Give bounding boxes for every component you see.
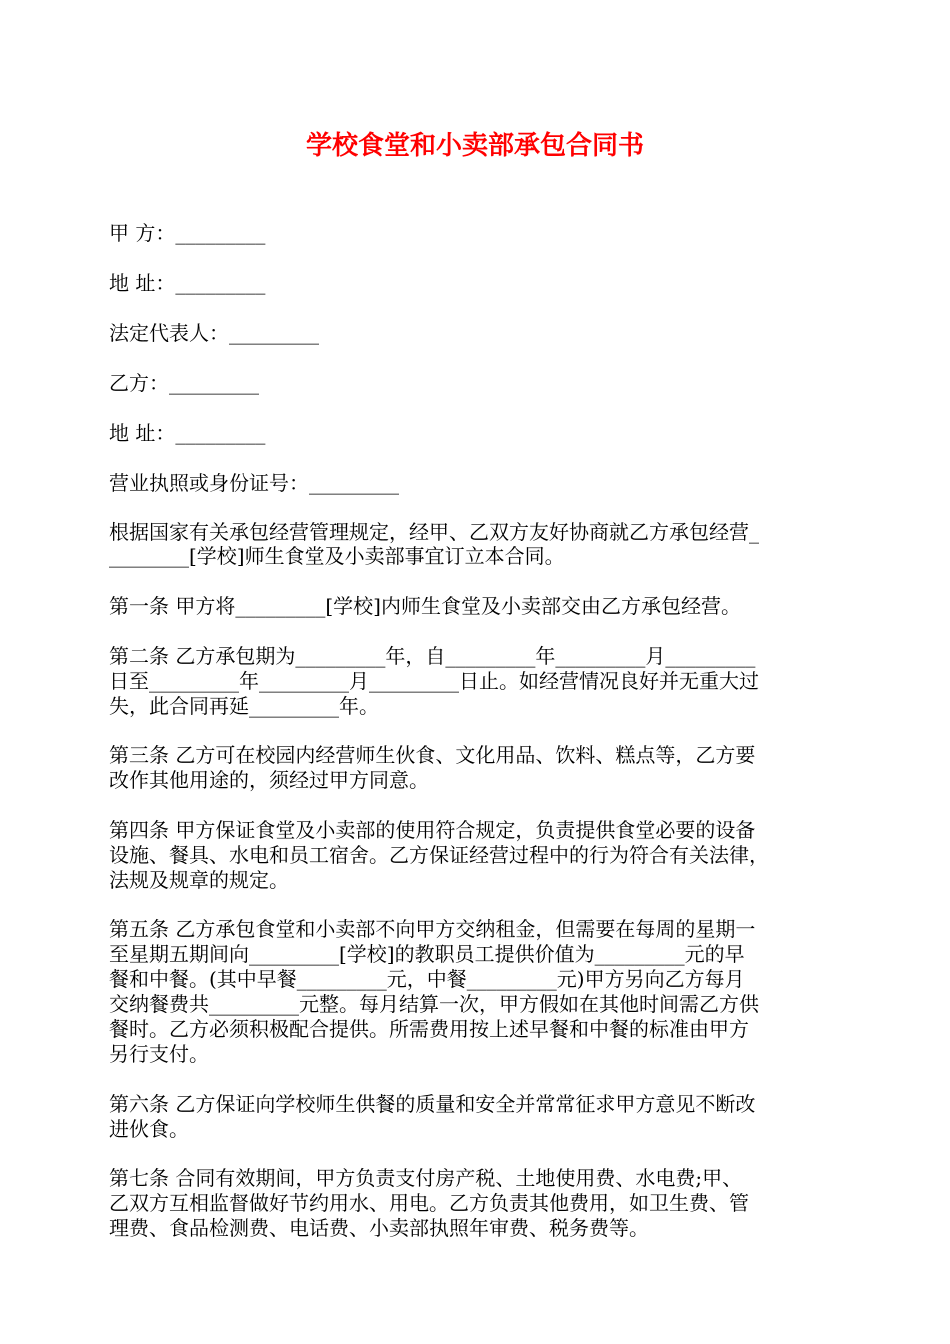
article-3-line: 第三条 乙方可在校园内经营师生伙食、文化用品、饮料、糕点等，乙方要 [109,743,756,767]
article-1: 第一条 甲方将_________[学校]内师生食堂及小卖部交由乙方承包经营。 [109,594,741,618]
article-4-line: 法规及规章的规定。 [109,868,289,892]
article-7-line: 乙双方互相监督做好节约用水、用电。乙方负责其他费用，如卫生费、管 [109,1191,749,1215]
party-a-legal-rep-line: 法定代表人：_________ [109,321,319,345]
preamble-line: ________[学校]师生食堂及小卖部事宜订立本合同。 [109,544,565,568]
article-5-line: 交纳餐费共_________元整。每月结算一次，甲方假如在其他时间需乙方供 [109,992,759,1016]
article-5-line: 餐时。乙方必须积极配合提供。所需费用按上述早餐和中餐的标准由甲方 [109,1017,749,1041]
article-2-line: 失，此合同再延_________年。 [109,694,379,718]
article-5-line: 第五条 乙方承包食堂和小卖部不向甲方交纳租金，但需要在每周的星期一 [109,917,756,941]
article-4-line: 第四条 甲方保证食堂及小卖部的使用符合规定，负责提供食堂必要的设备 [109,818,756,842]
article-6-line: 第六条 乙方保证向学校师生供餐的质量和安全并常常征求甲方意见不断改 [109,1092,756,1116]
article-2-line: 日至_________年_________月_________日止。如经营情况良好并无重大过 [109,669,759,693]
party-b-name-line: 乙方：_________ [109,371,259,395]
party-a-address-line: 地 址：_________ [109,271,266,295]
party-a-name-line: 甲 方：_________ [109,221,266,245]
article-7-line: 第七条 合同有效期间，甲方负责支付房产税、土地使用费、水电费;甲、 [109,1166,743,1190]
article-5-line: 至星期五期间向_________[学校]的教职员工提供价值为_________元的早 [109,942,745,966]
article-6-line: 进伙食。 [109,1117,189,1141]
article-2-line: 第二条 乙方承包期为_________年，自_________年_________月_________ [109,644,756,668]
article-5-line: 餐和中餐。(其中早餐_________元，中餐_________元)甲方另向乙方每月 [109,967,745,991]
article-3-line: 改作其他用途的，须经过甲方同意。 [109,768,429,792]
preamble-line: 根据国家有关承包经营管理规定，经甲、乙双方友好协商就乙方承包经营_ [109,520,759,544]
party-b-address-line: 地 址：_________ [109,421,266,445]
article-4-line: 设施、餐具、水电和员工宿舍。乙方保证经营过程中的行为符合有关法律， [109,843,769,867]
document-title: 学校食堂和小卖部承包合同书 [305,131,644,161]
party-b-license-line: 营业执照或身份证号：_________ [109,471,399,495]
article-5-line: 另行支付。 [109,1042,209,1066]
article-7-line: 理费、食品检测费、电话费、小卖部执照年审费、税务费等。 [109,1216,649,1240]
